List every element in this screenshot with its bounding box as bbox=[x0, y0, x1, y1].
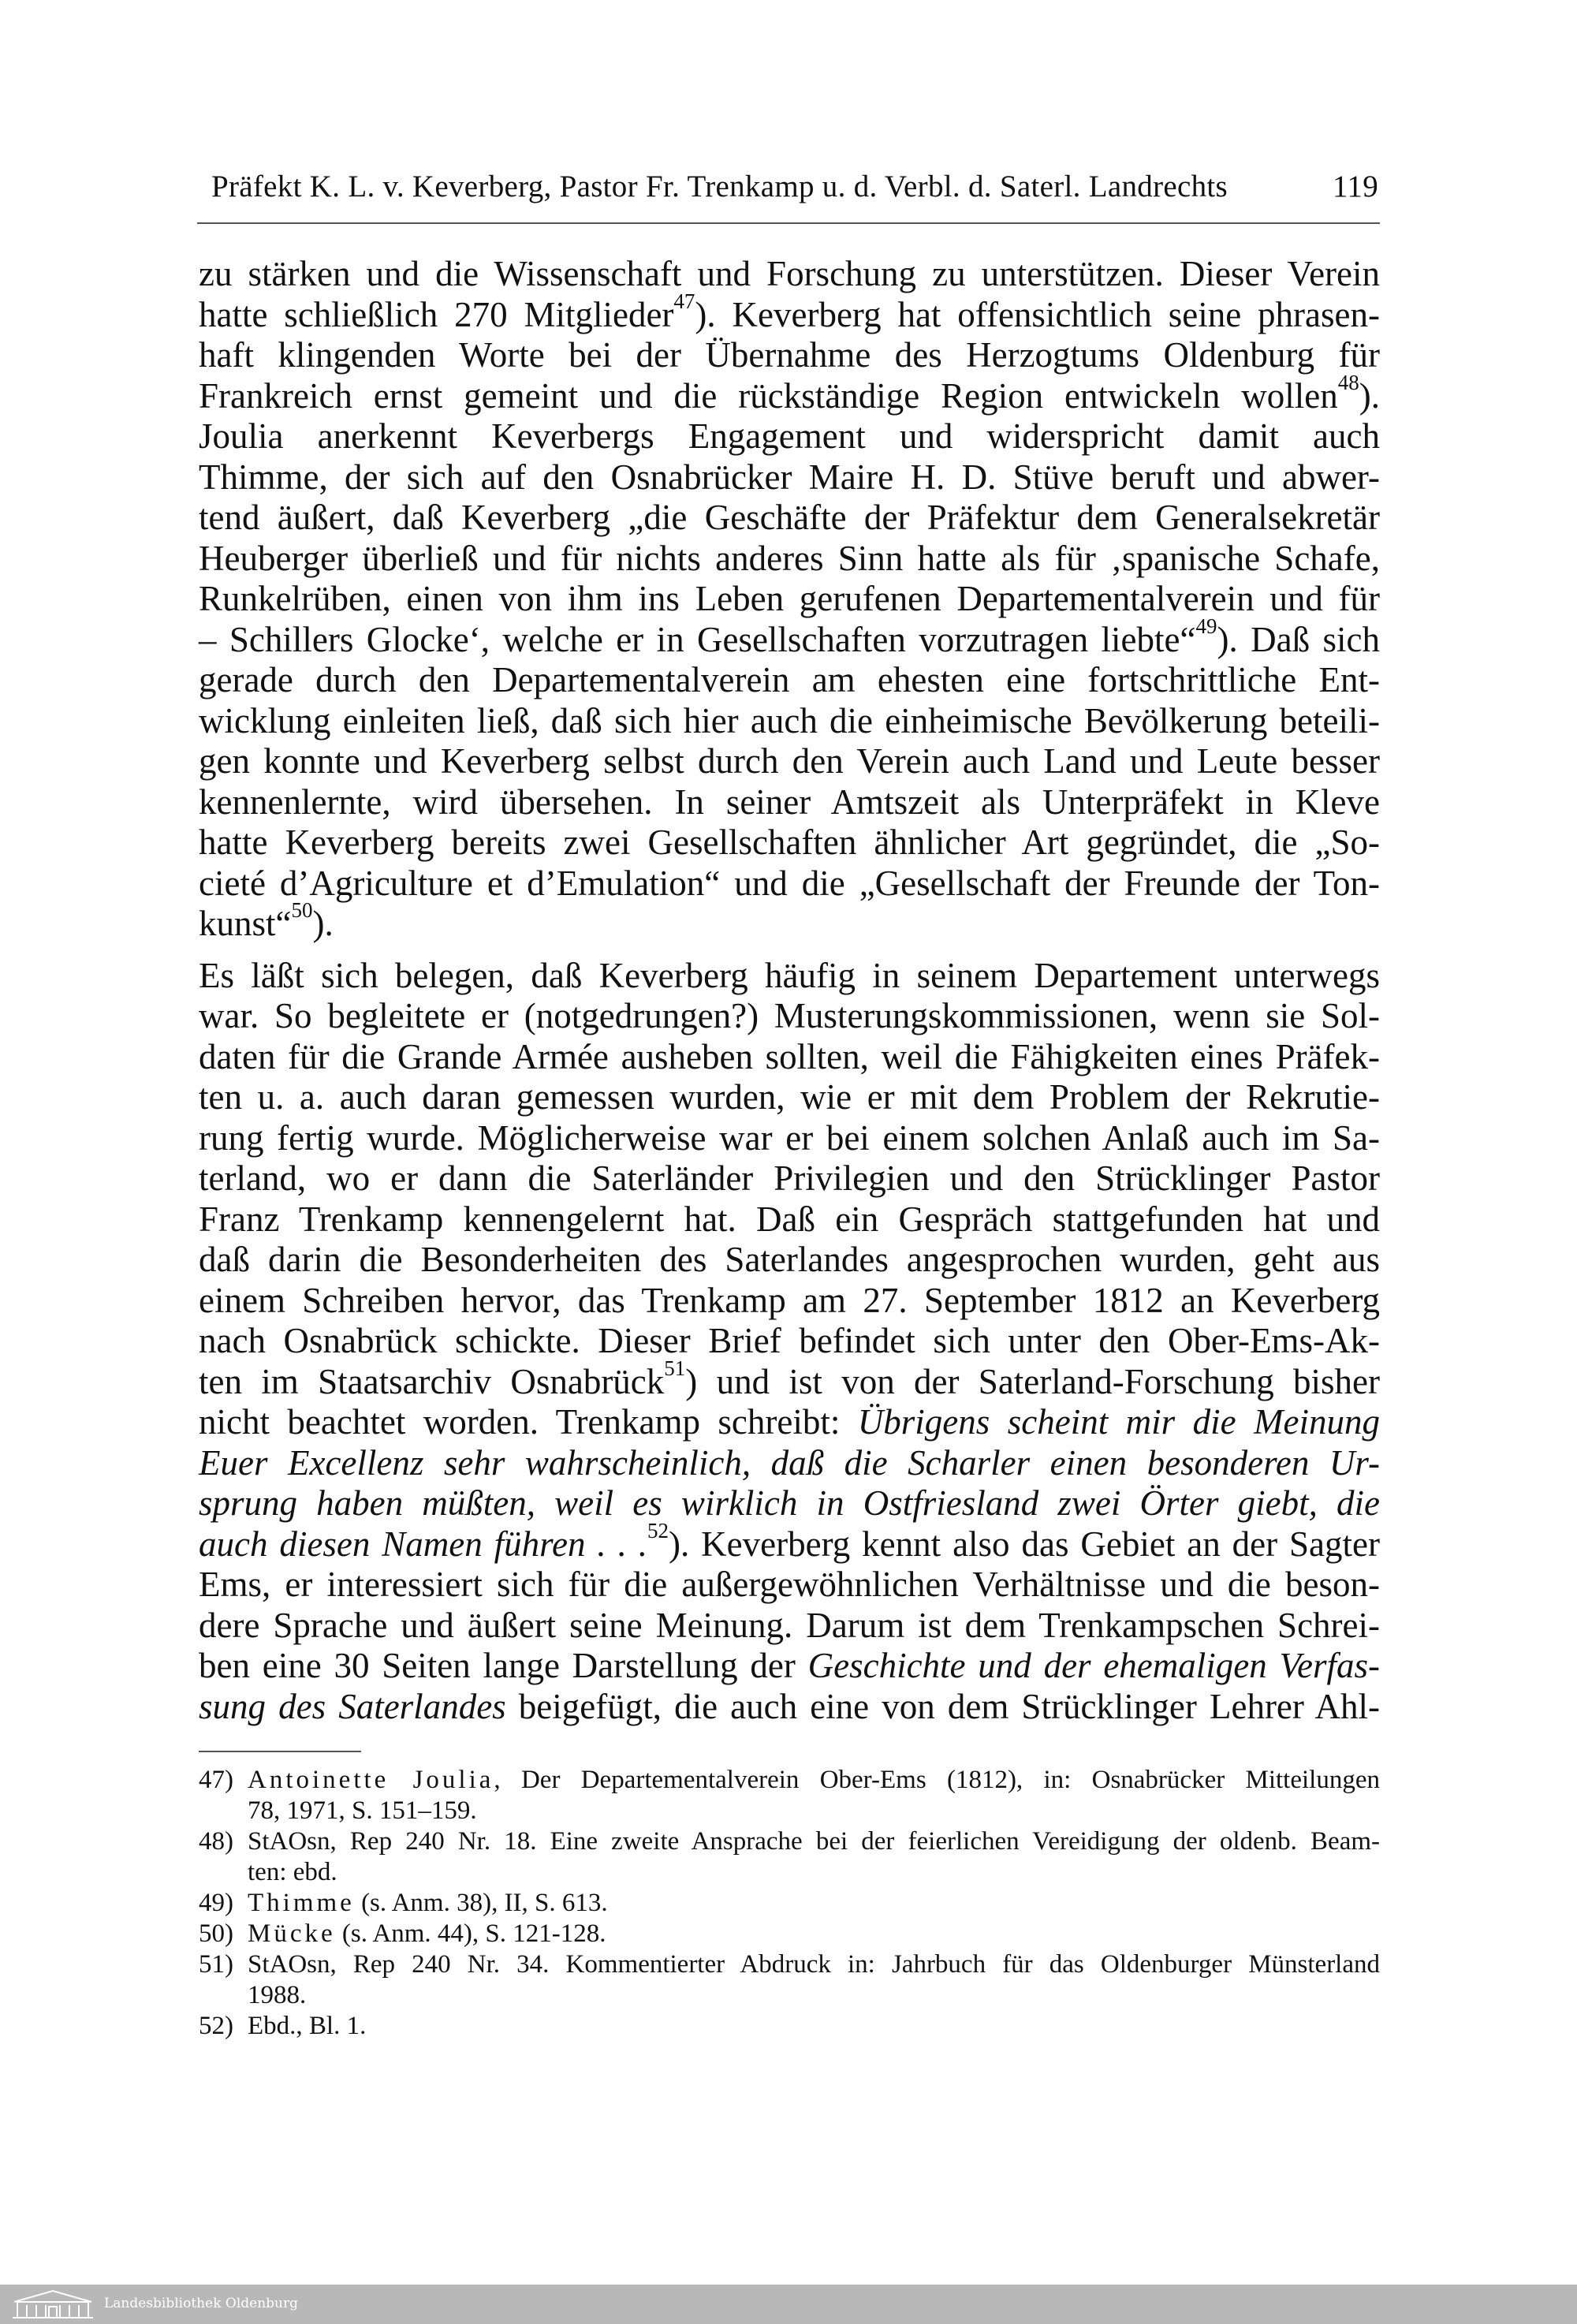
footnote-ref-48[interactable]: 48 bbox=[1337, 370, 1359, 394]
text-line: dere Sprache und äußert seine Meinung. Darum ist dem Trenkampschen Schrei- bbox=[199, 1605, 1380, 1645]
footnote-rule bbox=[199, 1751, 361, 1752]
text-line: gen konnte und Keverberg selbst durch den Verein auch Land und Leute besser bbox=[199, 741, 1380, 781]
footnotes bbox=[199, 1765, 1380, 2042]
footnote-author: Thimme bbox=[248, 1889, 355, 1917]
text-line: auch diesen Namen führen . . .$^{52}$). Keverberg kennt also das Gebiet an der Sagter bbox=[199, 1518, 1380, 1564]
footnote-ref-51[interactable]: 51 bbox=[664, 1356, 686, 1380]
text-line: nicht beachtet worden. Trenkamp schreibt: Übrigens scheint mir die Meinung bbox=[199, 1402, 1380, 1442]
footnote-number: 47) bbox=[199, 1766, 233, 1794]
text-line bbox=[199, 1443, 1380, 1484]
paragraph-1 bbox=[199, 254, 1380, 945]
text-line: kunst“$^{50}$). bbox=[199, 898, 334, 943]
footnote-author: Mücke bbox=[248, 1919, 336, 1948]
footnote-number: 52) bbox=[199, 2012, 233, 2040]
library-building-icon bbox=[9, 2288, 96, 2321]
footnote-ref-52[interactable]: 52 bbox=[647, 1518, 669, 1542]
footnote-number: 49) bbox=[199, 1889, 233, 1917]
paragraph-2 bbox=[199, 956, 1380, 1728]
text-line: nach Osnabrück schickte. Dieser Brief befindet sich unter den Ober-Ems-Ak- bbox=[199, 1321, 1380, 1360]
text-line: daß darin die Besonderheiten des Saterlandes angesprochen wurden, geht aus bbox=[199, 1240, 1380, 1279]
footnote-ref-50[interactable]: 50 bbox=[291, 898, 313, 923]
text-line: Joulia anerkennt Keverbergs Engagement und widerspricht damit auch bbox=[199, 416, 1380, 456]
text-line: Es läßt sich belegen, daß Keverberg häufig in seinem Departement unterwegs bbox=[199, 955, 1380, 995]
text-line: cieté d’Agriculture et d’Emulation“ und die „Gesellschaft der Freunde der Ton- bbox=[199, 863, 1380, 903]
footnote-number: 50) bbox=[199, 1919, 233, 1948]
text-line: kennenlernte, wird übersehen. In seiner Amtszeit als Unterpräfekt in Kleve bbox=[199, 782, 1380, 822]
footnote-number: 48) bbox=[199, 1827, 233, 1856]
header-rule bbox=[197, 222, 1380, 224]
footnote-author: Antoinette Joulia bbox=[248, 1766, 494, 1794]
text-line: einem Schreiben hervor, das Trenkamp am 27. September 1812 an Keverberg bbox=[199, 1280, 1380, 1320]
work-title: sung des Saterlandes bbox=[199, 1686, 506, 1726]
text-line: war. So begleitete er (notgedrungen?) Musterungskommissionen, wenn sie Sol- bbox=[199, 996, 1380, 1035]
footnote-48: 48) StAOsn, Rep 240 Nr. 18. Eine zweite Ansprache bei der feierlichen Vereidigung der oldenb. Beam- ten: ebd. bbox=[199, 1827, 1380, 1886]
text-line: Runkelrüben, einen von ihm ins Leben gerufenen Departementalverein und für bbox=[199, 579, 1380, 618]
quotation: sprung haben müßten, weil es wirklich in Ostfriesland zwei Örter giebt, die bbox=[199, 1483, 1380, 1523]
text-line: Ems, er interessiert sich für die außergewöhnlichen Verhältnisse und die beson- bbox=[199, 1565, 1380, 1604]
text-line: – Schillers Glocke‘, welche er in Gesellschaften vorzutragen liebte“$^{49}$). Daß sich bbox=[199, 614, 1380, 659]
footnote-ref-49[interactable]: 49 bbox=[1195, 614, 1217, 638]
text-line: hatte Keverberg bereits zwei Gesellschaften ähnlicher Art gegründet, die „So- bbox=[199, 823, 1380, 862]
quotation: Übrigens scheint mir die Meinung bbox=[857, 1402, 1380, 1442]
main-text bbox=[199, 254, 1380, 1727]
footnote-52: 52) Ebd., Bl. 1. bbox=[199, 2012, 367, 2040]
text-line: ten im Staatsarchiv Osnabrück$^{51}$) und ist von der Saterland-Forschung bisher bbox=[199, 1356, 1380, 1401]
text-line: Heuberger überließ und für nichts anderes Sinn hatte als für ‚spanische Schafe, bbox=[199, 538, 1380, 578]
footnote-51: 51) StAOsn, Rep 240 Nr. 34. Kommentierter Abdruck in: Jahrbuch für das Oldenburger Münsterland 1988. bbox=[199, 1950, 1380, 2009]
library-name: Landesbibliothek Oldenburg bbox=[104, 2296, 299, 2311]
text-line: sung des Saterlandes beigefügt, die auch eine von dem Strücklinger Lehrer Ahl- bbox=[199, 1686, 1380, 1726]
text-line: rung fertig wurde. Möglicherweise war er bei einem solchen Anlaß auch im Sa- bbox=[199, 1117, 1380, 1158]
footnote-number: 51) bbox=[199, 1950, 233, 1979]
work-title: Geschichte und der ehemaligen Verfas- bbox=[807, 1646, 1380, 1685]
text-line: wicklung einleiten ließ, daß sich hier auch die einheimische Bevölkerung beteili- bbox=[199, 700, 1380, 740]
text-line bbox=[199, 1483, 1380, 1524]
running-header bbox=[211, 167, 1378, 207]
text-line: haft klingenden Worte bei der Übernahme des Herzogtums Oldenburg für bbox=[199, 335, 1380, 375]
quotation: auch diesen Namen führen . . . bbox=[199, 1524, 648, 1564]
text-line: hatte schließlich 270 Mitglieder$^{47}$). Keverberg hat offensichtlich seine phrasen- bbox=[199, 289, 1380, 334]
text-line: zu stärken und die Wissenschaft und Forschung zu unterstützen. Dieser Verein bbox=[199, 254, 1380, 293]
text-line: gerade durch den Departementalverein am ehesten eine fortschrittliche Ent- bbox=[199, 660, 1380, 699]
running-title: Präfekt K. L. v. Keverberg, Pastor Fr. Trenkamp u. d. Verbl. d. Saterl. Landrechts bbox=[211, 170, 1228, 203]
text-line: Thimme, der sich auf den Osnabrücker Maire H. D. Stüve beruft und abwer- bbox=[199, 457, 1380, 497]
text-line: daten für die Grande Armée ausheben sollten, weil die Fähigkeiten eines Präfek- bbox=[199, 1036, 1380, 1076]
text-line: terland, wo er dann die Saterländer Privilegien und den Strücklinger Pastor bbox=[199, 1158, 1380, 1198]
footnote-49: 49) Thimme (s. Anm. 38), II, S. 613. bbox=[199, 1889, 608, 1917]
text-line: ten u. a. auch daran gemessen wurden, wie er mit dem Problem der Rekrutie- bbox=[199, 1077, 1380, 1117]
footnote-47: 47) Antoinette Joulia, Der Departementalverein Ober-Ems (1812), in: Osnabrücker Mitteilungen 78, 1971, S. 151–159. bbox=[199, 1766, 1380, 1825]
footnote-50: 50) Mücke (s. Anm. 44), S. 121-128. bbox=[199, 1919, 606, 1948]
text-line: Frankreich ernst gemeint und die rückständige Region entwickeln wollen$^{48}$). bbox=[199, 370, 1380, 416]
quotation: Euer Excellenz sehr wahrscheinlich, daß die Scharler einen besonderen Ur- bbox=[199, 1442, 1380, 1483]
text-line: Franz Trenkamp kennengelernt hat. Daß ein Gespräch stattgefunden hat und bbox=[199, 1199, 1380, 1239]
page-number: 119 bbox=[1333, 170, 1378, 203]
text-line: ben eine 30 Seiten lange Darstellung der Geschichte und der ehemaligen Verfas- bbox=[199, 1646, 1380, 1685]
text-line: tend äußert, daß Keverberg „die Geschäfte der Präfektur dem Generalsekretär bbox=[199, 498, 1380, 537]
footnote-ref-47[interactable]: 47 bbox=[673, 289, 695, 313]
